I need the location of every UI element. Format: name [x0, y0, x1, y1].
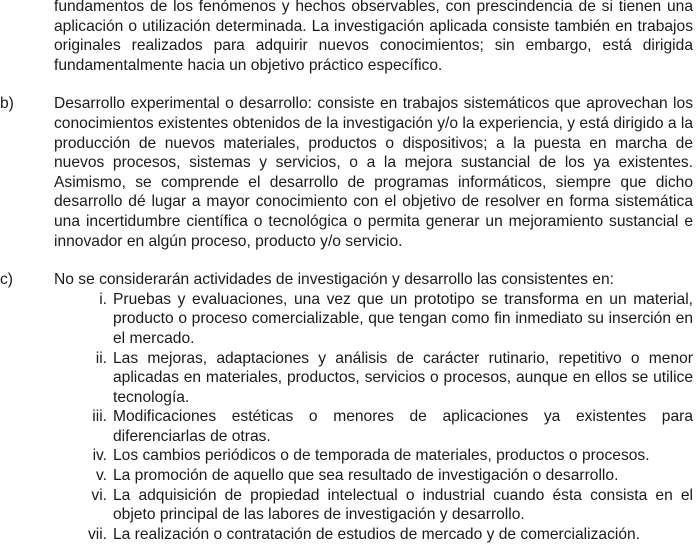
- sub-item-text: Las mejoras, adaptaciones y análisis de carácter rutinario, repetitivo o menor aplicadas en materiales, productos, servicios o procesos, aunque en ellos se utilice tecnología.: [113, 349, 693, 406]
- sub-item-text: Pruebas y evaluaciones, una vez que un prototipo se transforma en un material, producto o proceso comercializable, que tengan como fin inmediato su inserción en el mercado.: [113, 290, 693, 347]
- roman-numeral: i.: [99, 290, 107, 308]
- list-item-text: Desarrollo experimental o desarrollo: consiste en trabajos sistemáticos que aprovechan los conocimientos existentes obtenidos de la investigación y/o la experiencia, y está dirigido a la producción de nuevos materiales, productos o dispositivos; a la puesta en marcha de nuevos procesos, sistemas y servicios, o a la mejora sustancial de los ya existentes. Asimismo, se comprende el desarrollo de programas informáticos, siempre que dicho desarrollo dé lugar a mayor conocimiento con el objetivo de resolver en forma sistemática una incertidumbre científica o tecnológica o permita generar un mejoramiento sustancial e innovador en algún proceso, producto y/o servicio.: [54, 95, 693, 250]
- roman-numeral: v.: [96, 467, 107, 485]
- sub-item-text: La promoción de aquello que sea resultado de investigación o desarrollo.: [113, 467, 619, 485]
- sub-list-item: [54, 407, 700, 446]
- sub-list-item: [54, 486, 700, 525]
- roman-numeral: vii.: [87, 525, 107, 543]
- sub-list-item: [54, 446, 700, 466]
- roman-numeral: iii.: [92, 408, 107, 426]
- sub-item-text: La realización o contratación de estudios de mercado y de comercialización.: [113, 525, 641, 543]
- sub-list-item: [54, 466, 700, 486]
- list-item-text: No se considerarán actividades de investigación y desarrollo las consistentes en:: [54, 271, 614, 289]
- intro-paragraph: fundamentos de los fenómenos y hechos observables, con prescindencia de si tienen una aplicación o utilización determinada. La investigación aplicada consiste también en trabajos originales realizados para adquirir nuevos conocimientos; sin embargo, está dirigida fundamentalmente hacia un objetivo práctico específico.: [54, 0, 693, 74]
- roman-numeral: vi.: [91, 486, 107, 504]
- sub-item-text: Modificaciones estéticas o menores de aplicaciones ya existentes para diferenciarlas de otras.: [113, 408, 693, 445]
- list-item-c: [0, 270, 700, 290]
- sub-list-item: [54, 290, 700, 349]
- list-marker: c): [0, 271, 13, 289]
- sub-item-text: La adquisición de propiedad intelectual o industrial cuando ésta consista en el objeto principal de las labores de investigación y desarrollo.: [113, 486, 693, 524]
- roman-numeral: ii.: [95, 349, 107, 367]
- roman-numeral: iv.: [92, 447, 107, 465]
- sub-list-item: [54, 525, 700, 544]
- exclusions-list: [54, 290, 700, 544]
- sub-item-text: Los cambios periódicos o de temporada de materiales, productos o procesos.: [113, 447, 650, 465]
- list-marker: b): [0, 95, 14, 113]
- list-item-b: [0, 94, 700, 251]
- sub-list-item: [54, 349, 700, 408]
